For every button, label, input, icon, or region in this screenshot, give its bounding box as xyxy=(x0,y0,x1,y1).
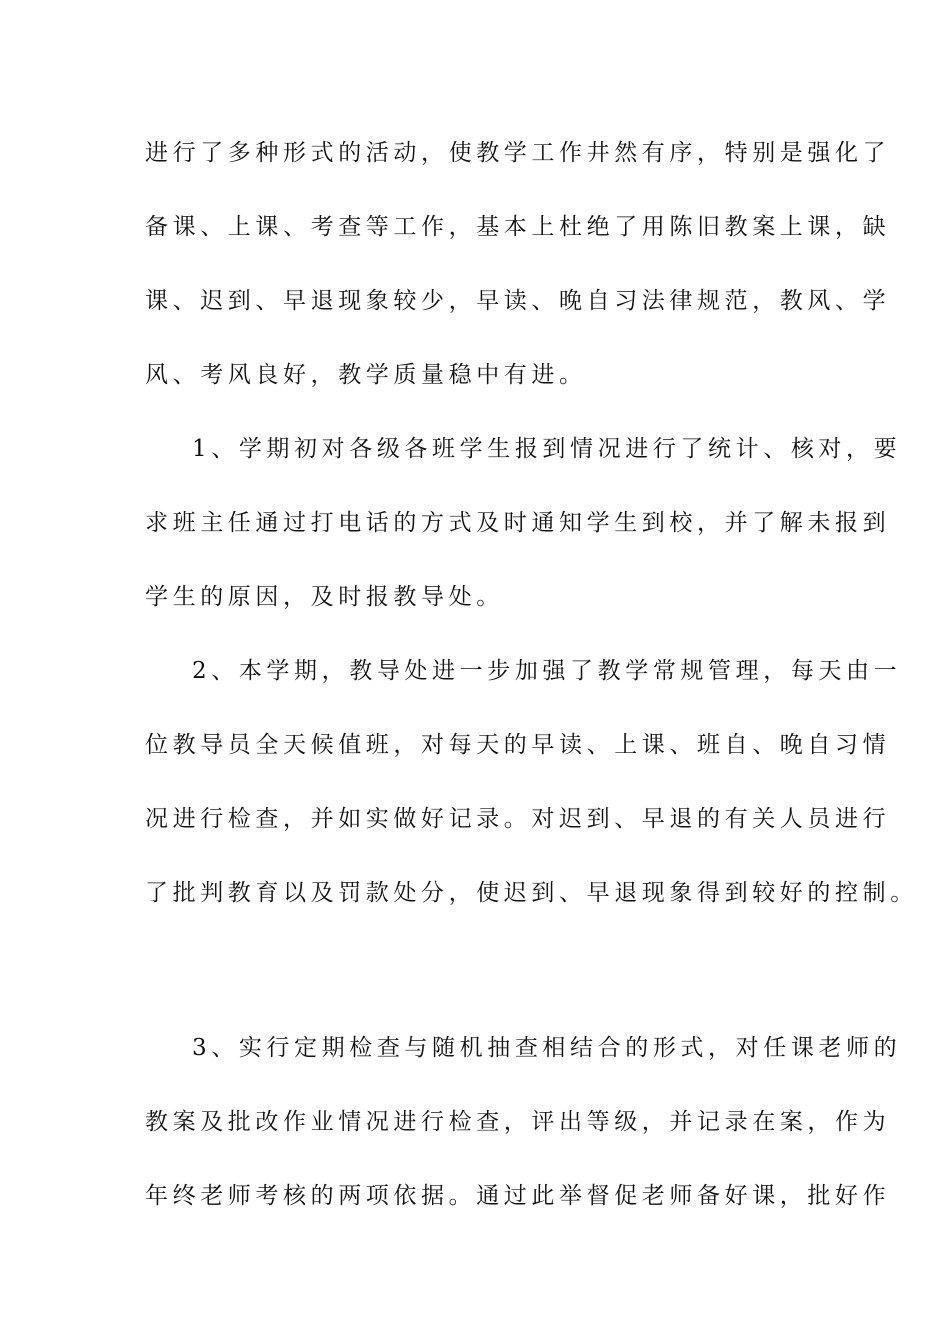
text-line: 了批判教育以及罚款处分，使迟到、早退现象得到较好的控制。 xyxy=(145,880,918,906)
text-line: 年终老师考核的两项依据。通过此举督促老师备好课，批好作 xyxy=(145,1183,891,1209)
text-line: 位教导员全天候值班，对每天的早读、上课、班自、晚自习情 xyxy=(145,732,891,758)
text-line: 求班主任通过打电话的方式及时通知学生到校，并了解未报到 xyxy=(145,510,891,536)
text-line: 学生的原因，及时报教导处。 xyxy=(145,584,504,610)
text-line: 3、实行定期检查与随机抽查相结合的形式，对任课老师的 xyxy=(192,1035,902,1061)
text-line: 进行了多种形式的活动，使教学工作井然有序，特别是强化了 xyxy=(145,140,891,166)
text-line: 2、本学期，教导处进一步加强了教学常规管理，每天由一 xyxy=(192,658,902,684)
text-line: 况进行检查，并如实做好记录。对迟到、早退的有关人员进行 xyxy=(145,806,891,832)
text-line: 课、迟到、早退现象较少，早读、晚自习法律规范，教风、学 xyxy=(145,288,891,314)
text-line: 备课、上课、考查等工作，基本上杜绝了用陈旧教案上课，缺 xyxy=(145,214,891,240)
text-line: 教案及批改作业情况进行检查，评出等级，并记录在案，作为 xyxy=(145,1109,891,1135)
text-line: 1、学期初对各级各班学生报到情况进行了统计、核对，要 xyxy=(192,436,902,462)
text-line: 风、考风良好，教学质量稳中有进。 xyxy=(145,362,587,388)
